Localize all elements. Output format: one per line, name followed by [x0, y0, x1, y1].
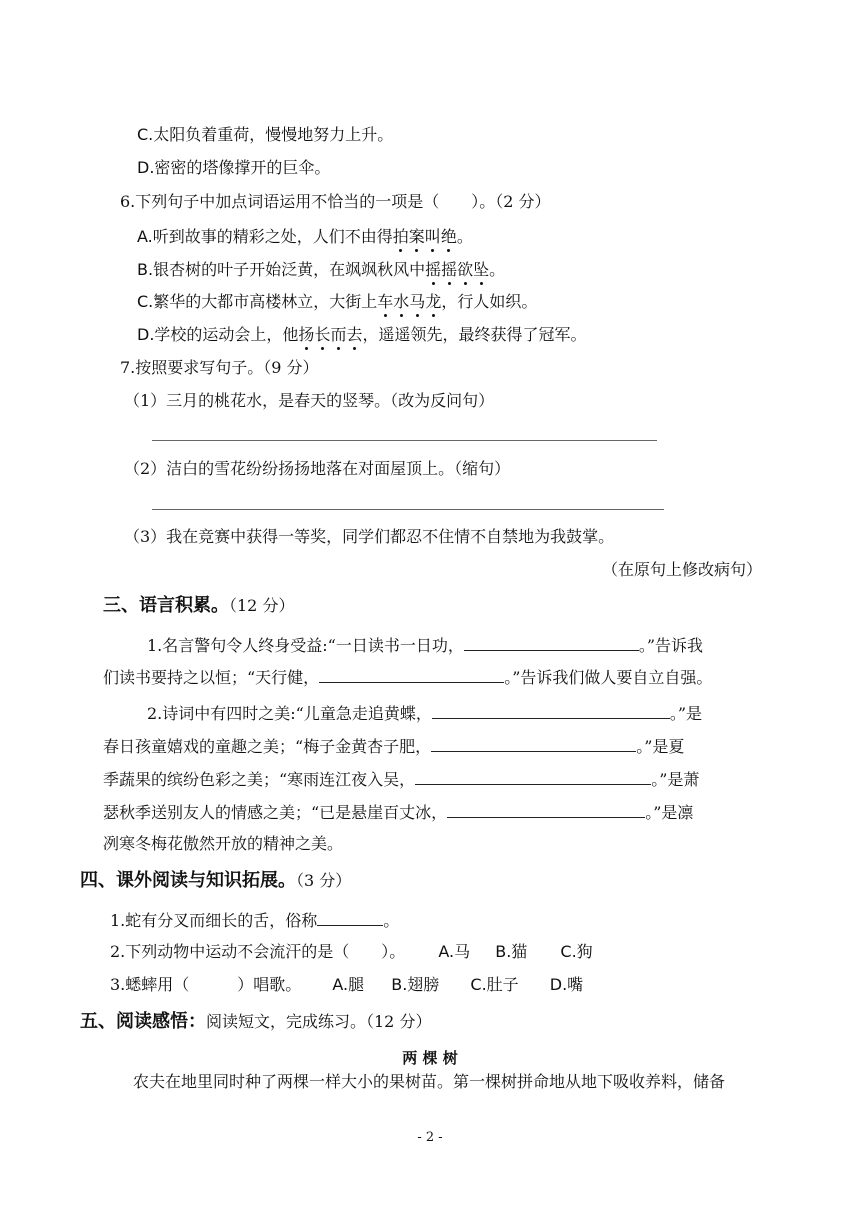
- dotted-char: 水: [393, 292, 410, 311]
- section-4-heading: 四、课外阅读与知识拓展。（3 分）: [80, 870, 352, 891]
- fill-blank[interactable]: [432, 702, 670, 719]
- fill-blank[interactable]: [319, 666, 504, 683]
- answer-line[interactable]: [152, 509, 664, 510]
- dotted-char: 而: [330, 325, 347, 344]
- page-number: - 2 -: [417, 1130, 443, 1145]
- q6-stem: 6.下列句子中加点词语运用不恰当的一项是（ ）。（2 分）: [120, 192, 551, 211]
- dotted-char: 车: [377, 292, 394, 311]
- dotted-char: 坠: [473, 260, 490, 279]
- dotted-word: [377, 292, 441, 311]
- q7-sentence-3: （3）我在竞赛中获得一等奖，同学们都忍不住情不自禁地为我鼓掌。: [124, 527, 615, 546]
- q7-stem: 7.按照要求写句子。（9 分）: [120, 358, 319, 377]
- sec3-p2-line5: 冽寒冬梅花傲然开放的精神之美。: [103, 834, 344, 853]
- q6-option-c: C.繁华的大都市高楼林立，大街上车水马龙，行人如织。: [137, 292, 538, 311]
- sec4-q3-option-a[interactable]: A.腿: [332, 975, 365, 994]
- q7-sentence-3-note: （在原句上修改病句）: [602, 560, 763, 579]
- section-3-heading: 三、语言积累。（12 分）: [103, 595, 295, 616]
- fill-blank[interactable]: [415, 768, 651, 785]
- sec4-q2-option-a[interactable]: A.马: [438, 942, 471, 961]
- sec4-q3-option-c[interactable]: C.肚子: [470, 975, 519, 994]
- sec4-q2-option-b[interactable]: B.猫: [495, 942, 528, 961]
- dotted-char: 绝: [440, 227, 457, 246]
- answer-line[interactable]: [152, 440, 657, 441]
- dotted-char: 长: [314, 325, 331, 344]
- sec4-q3-option-d[interactable]: D.嘴: [549, 975, 584, 994]
- dotted-char: 案: [408, 227, 425, 246]
- q6-option-d: D.学校的运动会上，他扬长而去，遥遥领先，最终获得了冠军。: [137, 325, 587, 344]
- passage-line-1: 农夫在地里同时种了两棵一样大小的果树苗。第一棵树拼命地从地下吸收养料，储备: [133, 1072, 726, 1091]
- fill-blank[interactable]: [447, 801, 645, 818]
- section-5-heading: 五、阅读感悟：阅读短文，完成练习。（12 分）: [80, 1011, 432, 1032]
- sec3-p2-line2: 春日孩童嬉戏的童趣之美；“梅子金黄杏子肥， 。”是夏: [103, 737, 685, 756]
- sec3-p2-line3: 季蔬果的缤纷色彩之美；“寒雨连江夜入吴， 。”是萧: [103, 770, 700, 789]
- sec4-q3: 3.蟋蟀用（ ）唱歌。 A.腿 B.翅膀 C.肚子 D.嘴: [110, 975, 584, 994]
- dotted-char: 龙: [425, 292, 442, 311]
- dotted-word: [425, 260, 489, 279]
- sec4-q3-option-b[interactable]: B.翅膀: [391, 975, 440, 994]
- dotted-word: [298, 325, 362, 344]
- dotted-char: 拍: [392, 227, 409, 246]
- dotted-char: 马: [409, 292, 426, 311]
- sec3-p2-line1: 2.诗词中有四时之美:“儿童急走追黄蝶， 。”是: [147, 704, 703, 723]
- q7-sentence-2: （2）洁白的雪花纷纷扬扬地落在对面屋顶上。（缩句）: [124, 459, 511, 478]
- dotted-char: 叫: [424, 227, 441, 246]
- sec3-p1-line1: 1.名言警句令人终身受益:“一日读书一日功， 。”告诉我: [147, 636, 704, 655]
- fill-blank[interactable]: [317, 909, 383, 926]
- q5-option-d: D.密密的塔像撑开的巨伞。: [137, 158, 331, 177]
- q6-option-a: A.听到故事的精彩之处，人们不由得拍案叫绝。: [137, 227, 473, 246]
- dotted-char: 摇: [425, 260, 442, 279]
- dotted-char: 扬: [298, 325, 315, 344]
- dotted-char: 去: [346, 325, 363, 344]
- dotted-char: 摇: [441, 260, 458, 279]
- q7-sentence-1: （1）三月的桃花水，是春天的竖琴。（改为反问句）: [124, 391, 495, 410]
- passage-title: 两 棵 树: [402, 1049, 458, 1067]
- q6-option-b: B.银杏树的叶子开始泛黄，在飒飒秋风中摇摇欲坠。: [137, 260, 506, 279]
- fill-blank[interactable]: [431, 735, 636, 752]
- q5-option-c: C.太阳负着重荷，慢慢地努力上升。: [137, 125, 394, 144]
- sec3-p1-line2: 们读书要持之以恒；“天行健， 。”告诉我们做人要自立自强。: [103, 668, 713, 687]
- sec4-q2-option-c[interactable]: C.狗: [560, 942, 593, 961]
- sec3-p2-line4: 瑟秋季送别友人的情感之美；“已是悬崖百丈冰， 。”是凛: [103, 803, 694, 822]
- sec4-q2: 2.下列动物中运动不会流汗的是（ ）。 A.马 B.猫 C.狗: [110, 942, 593, 961]
- fill-blank[interactable]: [464, 634, 639, 651]
- dotted-word: [393, 227, 457, 246]
- sec4-q1: 1.蛇有分叉而细长的舌，俗称 。: [110, 911, 400, 930]
- dotted-char: 欲: [457, 260, 474, 279]
